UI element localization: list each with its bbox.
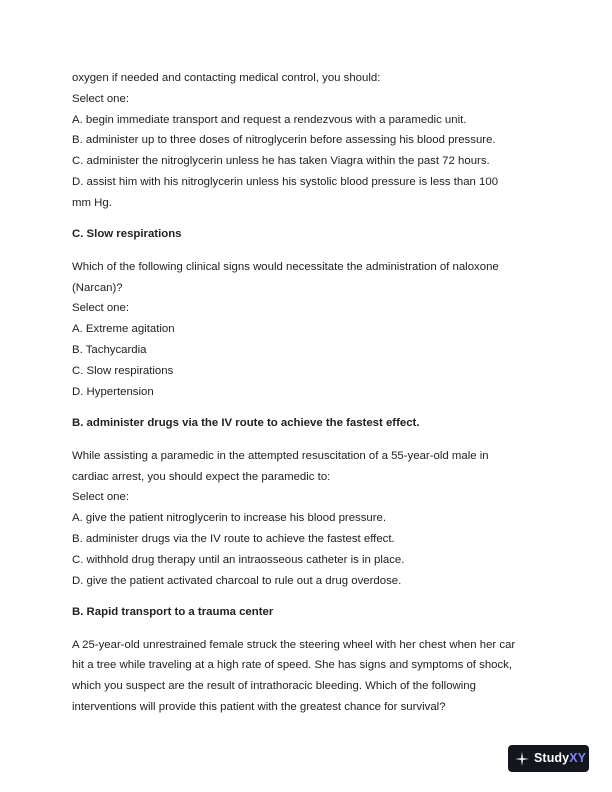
question-text: Which of the following clinical signs would necessitate the administration of naloxone (72, 260, 499, 273)
question-text-continued: hit a tree while traveling at a high rate of speed. She has signs and symptoms of shock, (72, 659, 513, 672)
question-text-continued: which you suspect are the result of intrathoracic bleeding. Which of the following (72, 680, 476, 693)
question-text-continued: (Narcan)? (72, 281, 123, 294)
select-one-label: Select one: (72, 92, 129, 105)
option-a: A. Extreme agitation (72, 323, 175, 336)
brand-name (534, 750, 586, 767)
question-text: While assisting a paramedic in the attempted resuscitation of a 55-year-old male in (72, 449, 489, 462)
brand-accent: XY (569, 751, 587, 765)
answer-heading-4: B. Rapid transport to a trauma center (72, 605, 274, 618)
question-text-continued: cardiac arrest, you should expect the paramedic to: (72, 470, 331, 483)
select-one-label: Select one: (72, 302, 129, 315)
question-3 (72, 446, 544, 592)
option-c: C. Slow respirations (72, 364, 174, 377)
question-2 (72, 257, 544, 403)
plus-sparkle-icon (515, 752, 529, 766)
brand-main: Study (534, 751, 570, 765)
option-d: D. give the patient activated charcoal to rule out a drug overdose. (72, 574, 402, 587)
option-a: A. begin immediate transport and request a rendezvous with a paramedic unit. (72, 113, 467, 126)
option-d: D. Hypertension (72, 385, 154, 398)
answer-heading-2: C. Slow respirations (72, 228, 182, 241)
option-d-continued: mm Hg. (72, 196, 112, 209)
question-text: oxygen if needed and contacting medical control, you should: (72, 72, 381, 84)
select-one-label: Select one: (72, 491, 129, 504)
question-4 (72, 635, 544, 718)
option-c: C. withhold drug therapy until an intraosseous catheter is in place. (72, 553, 405, 566)
option-d: D. assist him with his nitroglycerin unless his systolic blood pressure is less than 100 (72, 175, 499, 188)
studyxy-badge[interactable] (508, 745, 589, 772)
document-body (72, 68, 544, 718)
option-b: B. administer up to three doses of nitroglycerin before assessing his blood pressure. (72, 134, 496, 147)
option-b: B. Tachycardia (72, 344, 147, 357)
question-text-continued: interventions will provide this patient with the greatest chance for survival? (72, 701, 446, 714)
option-b: B. administer drugs via the IV route to achieve the fastest effect. (72, 532, 395, 545)
question-text: A 25-year-old unrestrained female struck the steering wheel with her chest when her car (72, 638, 516, 651)
answer-heading-3: B. administer drugs via the IV route to achieve the fastest effect. (72, 416, 420, 429)
question-1-continued (72, 68, 544, 214)
option-c: C. administer the nitroglycerin unless he has taken Viagra within the past 72 hours. (72, 155, 490, 168)
option-a: A. give the patient nitroglycerin to increase his blood pressure. (72, 512, 387, 525)
